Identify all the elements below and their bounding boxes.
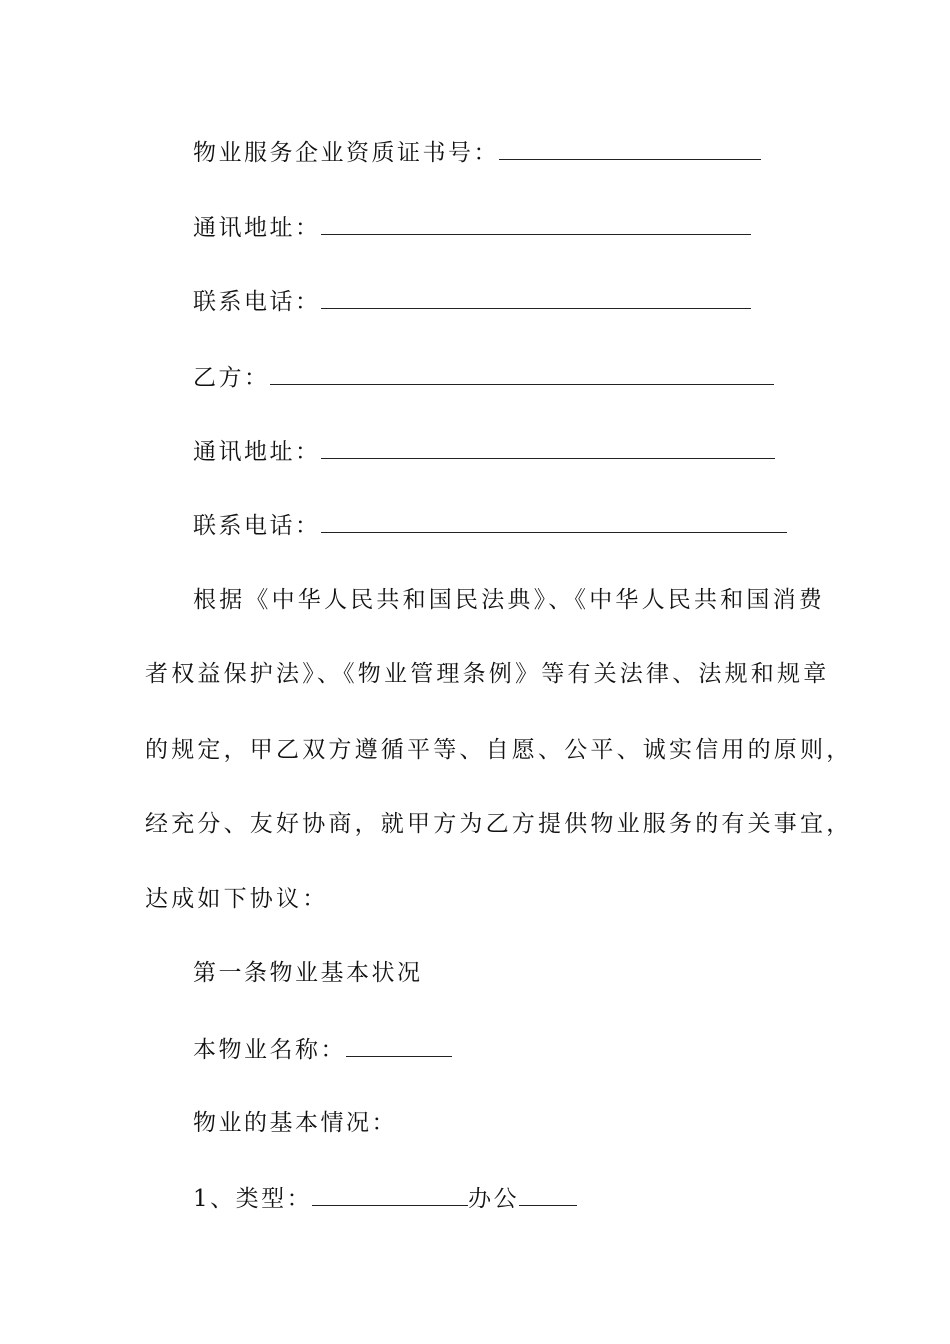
party-a-address-field [193, 212, 751, 243]
property-name-field [193, 1034, 452, 1065]
party-b-address-field [193, 436, 775, 467]
fill-in-blank[interactable] [519, 1183, 577, 1206]
party-a-phone-field [193, 286, 751, 317]
field-label: 通讯地址： [193, 215, 321, 241]
field-label: 本物业名称： [193, 1037, 346, 1063]
preamble-line: 经充分、友好协商，就甲方为乙方提供物业服务的有关事宜， [145, 811, 853, 837]
fill-in-blank[interactable] [321, 212, 751, 235]
fill-in-blank[interactable] [321, 436, 775, 459]
basic-info-label: 物业的基本情况： [193, 1110, 397, 1136]
fill-in-blank[interactable] [499, 137, 761, 160]
field-label: 联系电话： [193, 289, 321, 315]
fill-in-blank[interactable] [321, 510, 787, 533]
field-label: 通讯地址： [193, 439, 321, 465]
type-value: 办公 [468, 1186, 520, 1212]
fill-in-blank[interactable] [312, 1183, 468, 1206]
preamble-line: 者权益保护法》、《物业管理条例》等有关法律、法规和规章 [145, 661, 830, 687]
qualification-cert-field [193, 137, 761, 168]
preamble-line: 达成如下协议： [145, 886, 329, 912]
fill-in-blank[interactable] [346, 1034, 452, 1057]
field-label: 1、类型： [193, 1186, 313, 1212]
preamble-line: 根据《中华人民共和国民法典》、《中华人民共和国消费 [193, 587, 825, 613]
field-label: 乙方： [193, 365, 270, 391]
fill-in-blank[interactable] [321, 286, 751, 309]
field-label: 物业服务企业资质证书号： [193, 140, 499, 166]
party-b-field [193, 362, 774, 393]
preamble-line: 的规定，甲乙双方遵循平等、自愿、公平、诚实信用的原则， [145, 737, 853, 763]
property-type-field [193, 1183, 577, 1214]
fill-in-blank[interactable] [270, 362, 774, 385]
article-one-title: 第一条物业基本状况 [193, 960, 423, 986]
field-label: 联系电话： [193, 513, 321, 539]
party-b-phone-field [193, 510, 787, 541]
